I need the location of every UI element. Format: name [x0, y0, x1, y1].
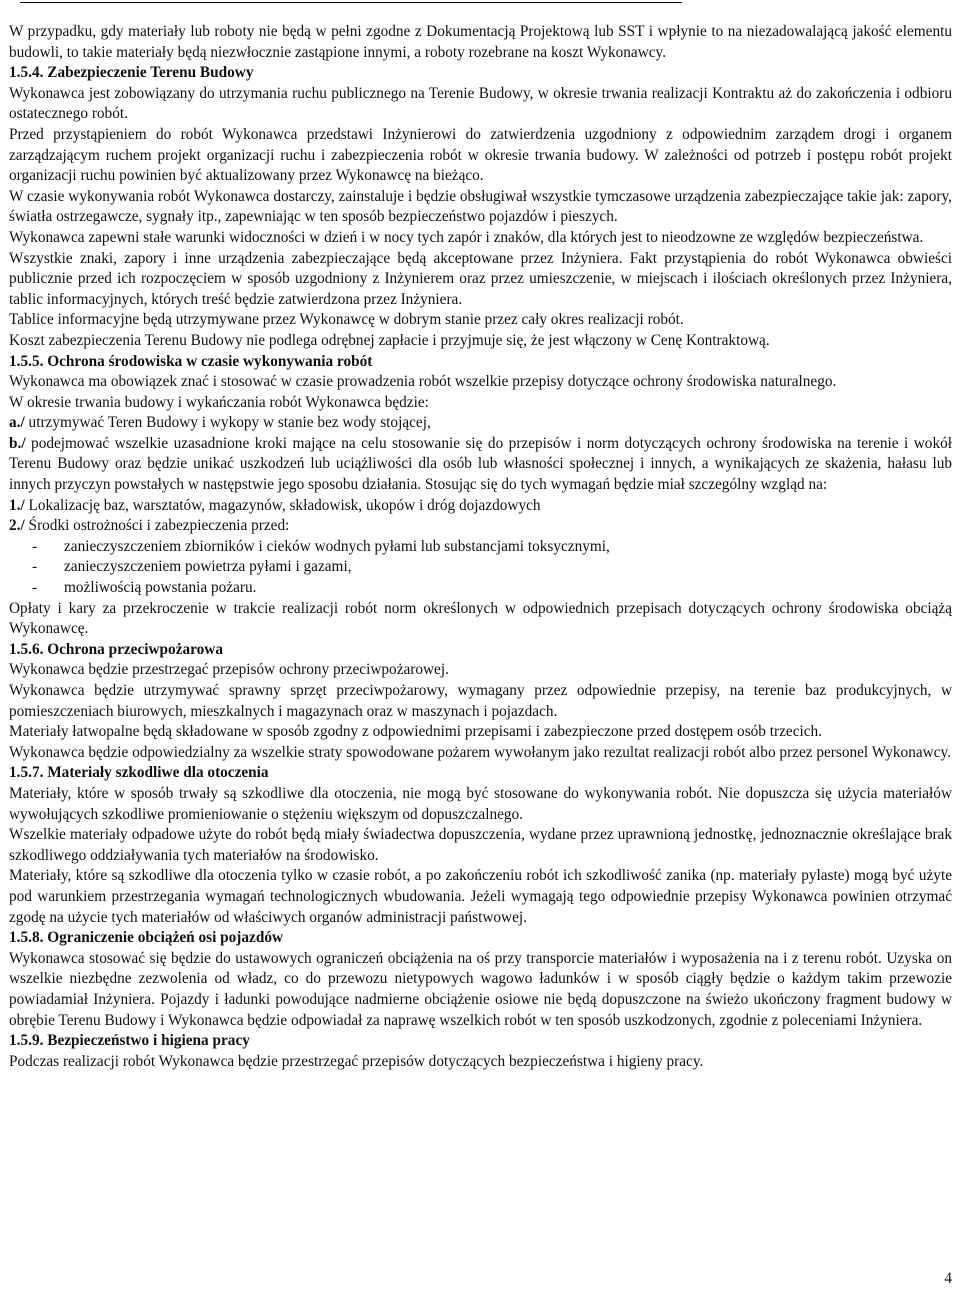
paragraph: Podczas realizacji robót Wykonawca będzie przestrzegać przepisów dotyczących bezpieczeństwa i higieny pracy.	[9, 1052, 704, 1070]
paragraph: Materiały, które są szkodliwe dla otoczenia tylko w czasie robót, a po zakończeniu robót ich szkodliwość zanika (np. materiały pylaste) mogą być użyte pod warunkiem przestrzegania wymagań technologicznych wbudowania. Jeżeli wymagają tego odpowiednie przepisy Wykonawca powinien otrzymać zgodę na użycie tych materiałów od właściwych organów administracji państwowej.	[9, 867, 952, 926]
list-prefix: 2./	[9, 517, 25, 535]
document-page	[9, 22, 952, 1072]
section-heading-1-5-5: 1.5.5. Ochrona środowiska w czasie wykonywania robót	[9, 352, 373, 370]
paragraph: Wszelkie materiały odpadowe użyte do robót będą miały świadectwa dopuszczenia, wydane przez uprawnioną jednostkę, jednoznacznie określające brak szkodliwego oddziaływania tych materiałów na środowisko.	[9, 826, 952, 864]
section-heading-1-5-4: 1.5.4. Zabezpieczenie Terenu Budowy	[9, 64, 254, 82]
paragraph: Materiały, które w sposób trwały są szkodliwe dla otoczenia, nie mogą być stosowane do wykonywania robót. Nie dopuszcza się użycia materiałów wywołujących szkodliwe promieniowanie o stężeniu większym od dopuszczalnego.	[9, 784, 952, 823]
paragraph: W okresie trwania budowy i wykańczania robót Wykonawca będzie:	[9, 393, 429, 411]
paragraph: W przypadku, gdy materiały lub roboty nie będą w pełni zgodne z Dokumentacją Projektową lub SST i wpłynie to na niezadowalającą jakość elementu budowli, to takie materiały będą niezwłocznie zastąpione innymi, a roboty rozebrane na koszt Wykonawcy.	[9, 23, 952, 61]
dash: -	[32, 579, 38, 597]
paragraph: W czasie wykonywania robót Wykonawca dostarczy, zainstaluje i będzie obsługiwał wszystkie tymczasowe urządzenia zabezpieczające takie jak: zapory, światła ostrzegawcze, sygnały itp., zapewniając w ten sposób bezpieczeństwo pojazdów i pieszych.	[9, 187, 952, 226]
paragraph: Tablice informacyjne będą utrzymywane przez Wykonawcę w dobrym stanie przez cały okres realizacji robót.	[9, 311, 684, 329]
list-item-2	[9, 516, 952, 537]
paragraph: Wykonawca ma obowiązek znać i stosować w czasie prowadzenia robót wszelkie przepisy dotyczące ochrony środowiska naturalnego.	[9, 373, 837, 391]
paragraph: Wykonawca będzie utrzymywać sprawny sprzęt przeciwpożarowy, wymagany przez odpowiednie przepisy, na terenie baz produkcyjnych, w pomieszczeniach biurowych, mieszkalnych i magazynach oraz w maszynach i pojazdach.	[9, 682, 952, 720]
list-item-b	[9, 434, 952, 496]
list-item	[9, 578, 952, 599]
list-item	[9, 537, 952, 558]
paragraph: Wykonawca będzie przestrzegać przepisów ochrony przeciwpożarowej.	[9, 661, 449, 679]
list-item-a	[9, 413, 952, 434]
section-heading-1-5-9: 1.5.9. Bezpieczeństwo i higiena pracy	[9, 1032, 250, 1050]
paragraph: Wykonawca zapewni stałe warunki widoczności w dzień i w nocy tych zapór i znaków, dla których jest to nieodzowne ze względów bezpieczeństwa.	[9, 228, 924, 246]
paragraph: Wykonawca będzie odpowiedzialny za wszelkie straty spowodowane pożarem wywołanym jako rezultat realizacji robót albo przez personel Wykonawcy.	[9, 743, 951, 761]
section-heading-1-5-6: 1.5.6. Ochrona przeciwpożarowa	[9, 640, 223, 658]
section-heading-1-5-7: 1.5.7. Materiały szkodliwe dla otoczenia	[9, 764, 269, 782]
list-prefix: a./	[9, 414, 25, 432]
list-text: zanieczyszczeniem zbiorników i cieków wodnych pyłami lub substancjami toksycznymi,	[64, 537, 610, 555]
top-rule	[20, 2, 682, 3]
list-prefix: 1./	[9, 496, 25, 514]
page-number: 4	[944, 1270, 952, 1287]
list-text: zanieczyszczeniem powietrza pyłami i gazami,	[64, 558, 352, 576]
hazard-list	[9, 537, 952, 599]
section-heading-1-5-8: 1.5.8. Ograniczenie obciążeń osi pojazdów	[9, 929, 284, 947]
paragraph: Wszystkie znaki, zapory i inne urządzenia zabezpieczające będą akceptowane przez Inżyniera. Fakt przystąpienia do robót Wykonawca obwieści publicznie przed ich rozpoczęciem w sposób uzgodniony z Inżynierem oraz przez umieszczenie, w miejscach i ilościach określonych przez Inżyniera, tablic informacyjnych, których treść będzie zatwierdzona przez Inżyniera.	[9, 249, 952, 308]
paragraph: Materiały łatwopalne będą składowane w sposób zgodny z odpowiednimi przepisami i zabezpieczone przed dostępem osób trzecich.	[9, 723, 823, 741]
paragraph: Wykonawca jest zobowiązany do utrzymania ruchu publicznego na Terenie Budowy, w okresie trwania realizacji Kontraktu aż do zakończenia i odbioru ostatecznego robót.	[9, 84, 952, 123]
list-text: Środki ostrożności i zabezpieczenia przed:	[24, 517, 290, 535]
list-text: podejmować wszelkie uzasadnione kroki mające na celu stosowanie się do przepisów i norm dotyczących ochrony środowiska na terenie i wokół Terenu Budowy oraz będzie unikać uszkodzeń lub uciążliwości dla osób lub własności społecznej i innych, a wynikających ze skażenia, hałasu lub innych przyczyn powstałych w następstwie jego sposobu działania. Stosując się do tych wymagań będzie miał szczególny wzgląd na:	[9, 434, 952, 494]
list-text: utrzymywać Teren Budowy i wykopy w stanie bez wody stojącej,	[24, 414, 431, 432]
dash: -	[32, 558, 38, 576]
dash: -	[32, 537, 38, 555]
list-item-1	[9, 496, 952, 517]
paragraph: Wykonawca stosować się będzie do ustawowych ograniczeń obciążenia na oś przy transporcie materiałów i wyposażenia na i z terenu robót. Uzyska on wszelkie niezbędne zezwolenia od władz, co do przewozu nietypowych wagowo ładunków i w sposób ciągły będzie o każdym takim przewozie powiadamiał Inżyniera. Pojazdy i ładunki powodujące nadmierne obciążenie osiowe nie będą dopuszczone na świeżo ukończony fragment budowy w obrębie Terenu Budowy i Wykonawca będzie odpowiadał za naprawę wszelkich robót w ten sposób uszkodzonych, zgodnie z poleceniami Inżyniera.	[9, 949, 952, 1029]
list-prefix: b./	[9, 434, 26, 452]
paragraph: Przed przystąpieniem do robót Wykonawca przedstawi Inżynierowi do zatwierdzenia uzgodniony z odpowiednim zarządem drogi i organem zarządzającym ruchem projekt organizacji ruchu i zabezpieczenia robót w okresie trwania budowy. W zależności od potrzeb i postępu robót projekt organizacji ruchu powinien być aktualizowany przez Wykonawcę na bieżąco.	[9, 125, 952, 185]
paragraph: Koszt zabezpieczenia Terenu Budowy nie podlega odrębnej zapłacie i przyjmuje się, że jest włączony w Cenę Kontraktową.	[9, 331, 770, 349]
list-text: Lokalizację baz, warsztatów, magazynów, składowisk, ukopów i dróg dojazdowych	[24, 496, 541, 514]
list-text: możliwością powstania pożaru.	[64, 579, 257, 597]
paragraph: Opłaty i kary za przekroczenie w trakcie realizacji robót norm określonych w odpowiednich przepisach dotyczących ochrony środowiska obciążą Wykonawcę.	[9, 599, 952, 638]
list-item	[9, 557, 952, 578]
